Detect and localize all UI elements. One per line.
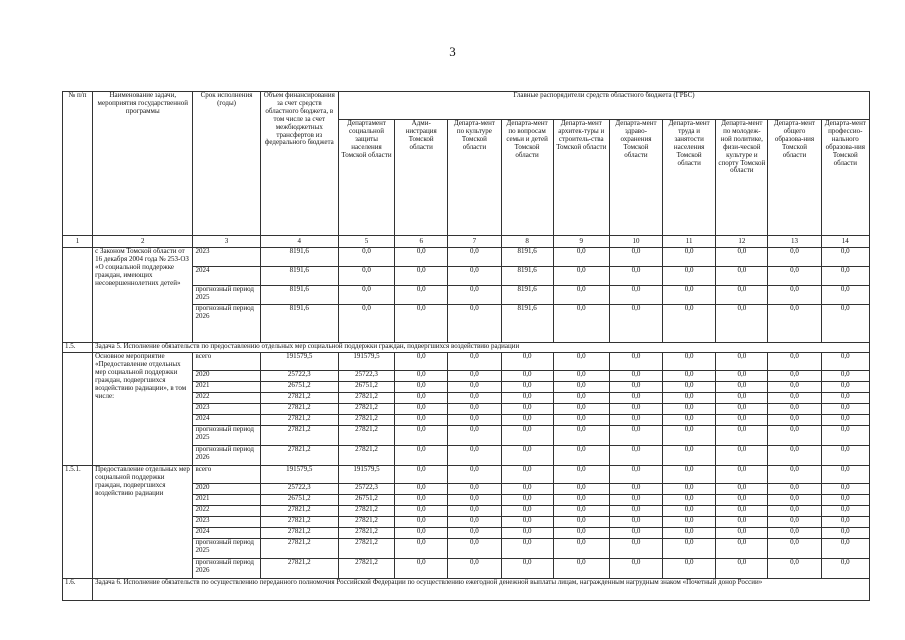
grbs-value-cell: 0,0 (395, 353, 448, 371)
section-row (63, 343, 870, 353)
measure-name: Основное мероприятие «Предоставление отдельных мер социальной поддержки граждан, подвергшихся воздействию радиации», в том числе: (93, 353, 193, 466)
grbs-value-cell: 0,0 (663, 353, 716, 371)
grbs-value-cell: 0,0 (553, 559, 609, 579)
grbs-value-cell: 0,0 (609, 404, 662, 415)
term-cell: 2024 (193, 415, 260, 426)
volume-cell: 26751,2 (260, 495, 338, 506)
grbs-value-cell: 0,0 (395, 495, 448, 506)
term-cell: 2021 (193, 495, 260, 506)
term-cell: прогнозный период 2025 (193, 539, 260, 559)
grbs-value-cell: 0,0 (609, 495, 662, 506)
header-grbs-5: Департа-мент архитек-туры и строитель-ства Томской области (553, 120, 609, 236)
header-volume: Объем финансирования за счет средств областного бюджета, в том числе за счет межбюджетных трансфертов из федерального бюджета (260, 92, 338, 236)
term-cell: 2024 (193, 267, 260, 286)
grbs-value-cell: 0,0 (553, 353, 609, 371)
term-cell: прогнозный период 2026 (193, 559, 260, 579)
grbs-value-cell: 0,0 (768, 393, 821, 404)
grbs-value-cell: 0,0 (609, 267, 662, 286)
volume-cell: 27821,2 (260, 539, 338, 559)
header-grbs-10: Департа-мент профессио-нального образова-ния Томской области (821, 120, 869, 236)
grbs-value-cell: 0,0 (501, 382, 553, 393)
table-row (63, 248, 870, 267)
grbs-value-cell: 0,0 (768, 466, 821, 484)
grbs-value-cell: 0,0 (821, 539, 869, 559)
header-grbs-8: Департа-мент по молодеж-ной политике, физи-ческой культуре и спорту Томской области (716, 120, 768, 236)
grbs-value-cell: 0,0 (448, 539, 501, 559)
grbs-value-cell: 0,0 (768, 517, 821, 528)
grbs-value-cell: 27821,2 (338, 404, 394, 415)
grbs-value-cell: 0,0 (448, 248, 501, 267)
grbs-value-cell: 0,0 (553, 539, 609, 559)
grbs-value-cell: 0,0 (501, 517, 553, 528)
grbs-value-cell: 0,0 (716, 517, 768, 528)
column-number: 10 (609, 236, 662, 248)
grbs-value-cell: 0,0 (716, 382, 768, 393)
grbs-value-cell: 0,0 (768, 446, 821, 466)
header-grbs-3: Департа-мент по культуре Томской области (448, 120, 501, 236)
grbs-value-cell: 0,0 (501, 404, 553, 415)
grbs-value-cell: 27821,2 (338, 539, 394, 559)
grbs-value-cell: 0,0 (663, 415, 716, 426)
grbs-value-cell: 0,0 (501, 415, 553, 426)
grbs-value-cell: 0,0 (395, 248, 448, 267)
grbs-value-cell: 0,0 (395, 446, 448, 466)
volume-cell: 26751,2 (260, 382, 338, 393)
grbs-value-cell: 27821,2 (338, 446, 394, 466)
grbs-value-cell: 0,0 (395, 559, 448, 579)
grbs-value-cell: 0,0 (395, 371, 448, 382)
grbs-value-cell: 0,0 (768, 484, 821, 495)
grbs-value-cell: 0,0 (553, 382, 609, 393)
grbs-value-cell: 0,0 (821, 393, 869, 404)
grbs-value-cell: 0,0 (501, 466, 553, 484)
grbs-value-cell: 27821,2 (338, 506, 394, 517)
grbs-value-cell: 0,0 (448, 559, 501, 579)
grbs-value-cell: 0,0 (609, 353, 662, 371)
column-number: 8 (501, 236, 553, 248)
grbs-value-cell: 0,0 (663, 426, 716, 446)
measure-name: Предоставление отдельных мер социальной поддержки граждан, подвергшихся воздействию радиации (93, 466, 193, 579)
column-number: 2 (93, 236, 193, 248)
volume-cell: 25722,3 (260, 371, 338, 382)
grbs-value-cell: 0,0 (821, 286, 869, 305)
grbs-value-cell: 0,0 (501, 353, 553, 371)
grbs-value-cell: 0,0 (553, 393, 609, 404)
grbs-value-cell: 0,0 (821, 426, 869, 446)
grbs-value-cell: 0,0 (501, 446, 553, 466)
grbs-value-cell: 0,0 (448, 305, 501, 343)
volume-cell: 27821,2 (260, 446, 338, 466)
grbs-value-cell: 0,0 (716, 539, 768, 559)
grbs-value-cell: 0,0 (609, 371, 662, 382)
grbs-value-cell: 191579,5 (338, 466, 394, 484)
header-grbs-9: Департа-мент общего образова-ния Томской области (768, 120, 821, 236)
grbs-value-cell: 191579,5 (338, 353, 394, 371)
grbs-value-cell: 8191,6 (501, 248, 553, 267)
table-row (63, 353, 870, 371)
grbs-value-cell: 0,0 (716, 286, 768, 305)
grbs-value-cell: 0,0 (768, 495, 821, 506)
grbs-value-cell: 0,0 (768, 539, 821, 559)
grbs-value-cell: 0,0 (501, 528, 553, 539)
grbs-value-cell: 0,0 (768, 426, 821, 446)
budget-table (62, 91, 870, 601)
grbs-value-cell: 0,0 (663, 495, 716, 506)
column-number: 14 (821, 236, 869, 248)
grbs-value-cell: 0,0 (338, 248, 394, 267)
grbs-value-cell: 0,0 (448, 286, 501, 305)
grbs-value-cell: 0,0 (716, 267, 768, 286)
grbs-value-cell: 0,0 (716, 446, 768, 466)
volume-cell: 191579,5 (260, 353, 338, 371)
grbs-value-cell: 0,0 (609, 559, 662, 579)
grbs-value-cell: 0,0 (609, 484, 662, 495)
grbs-value-cell: 0,0 (716, 404, 768, 415)
term-cell: прогнозный период 2026 (193, 305, 260, 343)
grbs-value-cell: 0,0 (821, 267, 869, 286)
volume-cell: 27821,2 (260, 506, 338, 517)
grbs-value-cell: 0,0 (663, 382, 716, 393)
grbs-value-cell: 0,0 (609, 393, 662, 404)
row-number: 1.5.1. (63, 466, 93, 579)
grbs-value-cell: 0,0 (768, 267, 821, 286)
grbs-value-cell: 27821,2 (338, 415, 394, 426)
column-number: 6 (395, 236, 448, 248)
grbs-value-cell: 0,0 (395, 517, 448, 528)
volume-cell: 27821,2 (260, 528, 338, 539)
grbs-value-cell: 0,0 (768, 382, 821, 393)
grbs-value-cell: 0,0 (395, 528, 448, 539)
grbs-value-cell: 0,0 (821, 559, 869, 579)
term-cell: 2021 (193, 382, 260, 393)
term-cell: прогнозный период 2025 (193, 286, 260, 305)
grbs-value-cell: 0,0 (821, 382, 869, 393)
grbs-value-cell: 0,0 (395, 539, 448, 559)
grbs-value-cell: 26751,2 (338, 382, 394, 393)
grbs-value-cell: 8191,6 (501, 286, 553, 305)
grbs-value-cell: 0,0 (553, 506, 609, 517)
grbs-value-cell: 0,0 (501, 371, 553, 382)
grbs-value-cell: 0,0 (768, 404, 821, 415)
grbs-value-cell: 0,0 (663, 248, 716, 267)
section-title: Задача 6. Исполнение обязательств по осуществлению переданного полномочия Российской Федерации по осуществлению ежегодной денежной выплаты лицам, награжденным нагрудным знаком «Почетный донор России» (93, 579, 870, 601)
grbs-value-cell: 0,0 (768, 506, 821, 517)
grbs-value-cell: 0,0 (716, 415, 768, 426)
grbs-value-cell: 0,0 (609, 382, 662, 393)
grbs-value-cell: 0,0 (609, 415, 662, 426)
section-number: 1.6. (63, 579, 93, 601)
grbs-value-cell: 0,0 (553, 528, 609, 539)
term-cell: 2020 (193, 484, 260, 495)
grbs-value-cell: 0,0 (716, 506, 768, 517)
grbs-value-cell: 0,0 (609, 426, 662, 446)
grbs-value-cell: 0,0 (395, 286, 448, 305)
header-term: Срок исполнения (годы) (193, 92, 260, 236)
grbs-value-cell: 0,0 (609, 248, 662, 267)
grbs-value-cell: 8191,6 (501, 267, 553, 286)
grbs-value-cell: 0,0 (716, 484, 768, 495)
grbs-value-cell: 0,0 (553, 286, 609, 305)
grbs-value-cell: 0,0 (663, 371, 716, 382)
volume-cell: 27821,2 (260, 415, 338, 426)
grbs-value-cell: 0,0 (663, 267, 716, 286)
grbs-value-cell: 0,0 (448, 517, 501, 528)
grbs-value-cell: 0,0 (609, 446, 662, 466)
table-row (63, 466, 870, 484)
grbs-value-cell: 0,0 (716, 248, 768, 267)
grbs-value-cell: 0,0 (448, 495, 501, 506)
grbs-value-cell: 0,0 (663, 466, 716, 484)
volume-cell: 27821,2 (260, 404, 338, 415)
grbs-value-cell: 0,0 (501, 559, 553, 579)
grbs-value-cell: 0,0 (448, 528, 501, 539)
grbs-value-cell: 27821,2 (338, 426, 394, 446)
grbs-value-cell: 0,0 (609, 466, 662, 484)
term-cell: всего (193, 466, 260, 484)
grbs-value-cell: 0,0 (448, 404, 501, 415)
volume-cell: 27821,2 (260, 559, 338, 579)
grbs-value-cell: 0,0 (821, 305, 869, 343)
term-cell: 2024 (193, 528, 260, 539)
grbs-value-cell: 0,0 (395, 415, 448, 426)
header-grbs-1: Департамент социальной защиты населения Томской области (338, 120, 394, 236)
grbs-value-cell: 0,0 (663, 446, 716, 466)
measure-name: с Законом Томской области от 16 декабря 2004 года № 253-ОЗ «О социальной поддержке граждан, имеющих несовершеннолетних детей» (93, 248, 193, 343)
grbs-value-cell: 0,0 (609, 517, 662, 528)
grbs-value-cell: 0,0 (821, 484, 869, 495)
grbs-value-cell: 0,0 (448, 267, 501, 286)
column-number: 3 (193, 236, 260, 248)
grbs-value-cell: 27821,2 (338, 528, 394, 539)
grbs-value-cell: 0,0 (395, 305, 448, 343)
grbs-value-cell: 0,0 (768, 305, 821, 343)
grbs-value-cell: 0,0 (338, 286, 394, 305)
grbs-value-cell: 0,0 (338, 305, 394, 343)
grbs-value-cell: 0,0 (395, 484, 448, 495)
grbs-value-cell: 0,0 (821, 404, 869, 415)
grbs-value-cell: 0,0 (501, 484, 553, 495)
grbs-value-cell: 0,0 (553, 446, 609, 466)
grbs-value-cell: 0,0 (821, 415, 869, 426)
grbs-value-cell: 0,0 (553, 495, 609, 506)
grbs-value-cell: 0,0 (821, 517, 869, 528)
grbs-value-cell: 0,0 (716, 393, 768, 404)
grbs-value-cell: 0,0 (553, 267, 609, 286)
grbs-value-cell: 0,0 (716, 466, 768, 484)
grbs-value-cell: 0,0 (716, 371, 768, 382)
grbs-value-cell: 0,0 (395, 506, 448, 517)
term-cell: 2023 (193, 517, 260, 528)
grbs-value-cell: 0,0 (821, 446, 869, 466)
grbs-value-cell: 0,0 (448, 353, 501, 371)
grbs-value-cell: 0,0 (716, 426, 768, 446)
volume-cell: 27821,2 (260, 517, 338, 528)
grbs-value-cell: 0,0 (768, 286, 821, 305)
header-grbs-title: Главные распорядители средств областного бюджета (ГРБС) (338, 92, 869, 120)
volume-cell: 27821,2 (260, 426, 338, 446)
term-cell: прогнозный период 2026 (193, 446, 260, 466)
grbs-value-cell: 0,0 (821, 506, 869, 517)
grbs-value-cell: 0,0 (768, 248, 821, 267)
grbs-value-cell: 0,0 (609, 506, 662, 517)
column-number: 12 (716, 236, 768, 248)
column-number: 1 (63, 236, 93, 248)
volume-cell: 8191,6 (260, 267, 338, 286)
header-grbs-6: Департа-мент здраво-охранения Томской области (609, 120, 662, 236)
grbs-value-cell: 0,0 (553, 371, 609, 382)
grbs-value-cell: 0,0 (609, 539, 662, 559)
column-number: 4 (260, 236, 338, 248)
grbs-value-cell: 0,0 (448, 415, 501, 426)
grbs-value-cell: 0,0 (501, 506, 553, 517)
header-grbs-7: Департа-мент труда и занятости населения Томской области (663, 120, 716, 236)
grbs-value-cell: 0,0 (448, 484, 501, 495)
grbs-value-cell: 25722,3 (338, 371, 394, 382)
grbs-value-cell: 0,0 (609, 305, 662, 343)
header-no: № п/п (63, 92, 93, 236)
grbs-value-cell: 0,0 (663, 286, 716, 305)
grbs-value-cell: 0,0 (821, 353, 869, 371)
grbs-value-cell: 0,0 (663, 559, 716, 579)
term-cell: всего (193, 353, 260, 371)
term-cell: 2023 (193, 248, 260, 267)
grbs-value-cell: 0,0 (501, 393, 553, 404)
grbs-value-cell: 0,0 (395, 382, 448, 393)
grbs-value-cell: 0,0 (768, 528, 821, 539)
grbs-value-cell: 0,0 (663, 393, 716, 404)
grbs-value-cell: 0,0 (663, 404, 716, 415)
grbs-value-cell: 0,0 (553, 404, 609, 415)
volume-cell: 25722,3 (260, 484, 338, 495)
column-number: 5 (338, 236, 394, 248)
grbs-value-cell: 0,0 (768, 415, 821, 426)
grbs-value-cell: 0,0 (338, 267, 394, 286)
volume-cell: 27821,2 (260, 393, 338, 404)
grbs-value-cell: 0,0 (663, 305, 716, 343)
grbs-value-cell: 0,0 (448, 426, 501, 446)
header-name: Наименование задачи, мероприятия государственной программы (93, 92, 193, 236)
grbs-value-cell: 0,0 (716, 528, 768, 539)
column-number: 7 (448, 236, 501, 248)
grbs-value-cell: 0,0 (501, 539, 553, 559)
section-number: 1.5. (63, 343, 93, 353)
grbs-value-cell: 0,0 (821, 248, 869, 267)
grbs-value-cell: 0,0 (821, 528, 869, 539)
grbs-value-cell: 0,0 (501, 495, 553, 506)
column-number: 11 (663, 236, 716, 248)
grbs-value-cell: 0,0 (448, 382, 501, 393)
column-number: 9 (553, 236, 609, 248)
grbs-value-cell: 27821,2 (338, 393, 394, 404)
grbs-value-cell: 0,0 (395, 404, 448, 415)
volume-cell: 8191,6 (260, 305, 338, 343)
column-number: 13 (768, 236, 821, 248)
section-title: Задача 5. Исполнение обязательств по предоставлению отдельных мер социальной поддержки граждан, подвергшихся воздействию радиации (93, 343, 870, 353)
grbs-value-cell: 0,0 (553, 248, 609, 267)
volume-cell: 191579,5 (260, 466, 338, 484)
grbs-value-cell: 0,0 (716, 305, 768, 343)
grbs-value-cell: 0,0 (821, 466, 869, 484)
volume-cell: 8191,6 (260, 248, 338, 267)
term-cell: 2020 (193, 371, 260, 382)
grbs-value-cell: 0,0 (553, 466, 609, 484)
grbs-value-cell: 0,0 (821, 495, 869, 506)
section-row (63, 579, 870, 601)
grbs-value-cell: 0,0 (395, 393, 448, 404)
grbs-value-cell: 0,0 (663, 539, 716, 559)
grbs-value-cell: 0,0 (663, 484, 716, 495)
term-cell: прогнозный период 2025 (193, 426, 260, 446)
grbs-value-cell: 0,0 (821, 371, 869, 382)
grbs-value-cell: 0,0 (395, 466, 448, 484)
volume-cell: 8191,6 (260, 286, 338, 305)
grbs-value-cell: 0,0 (395, 267, 448, 286)
grbs-value-cell: 0,0 (501, 426, 553, 446)
grbs-value-cell: 27821,2 (338, 559, 394, 579)
grbs-value-cell: 0,0 (768, 559, 821, 579)
grbs-value-cell: 0,0 (553, 484, 609, 495)
grbs-value-cell: 0,0 (553, 426, 609, 446)
grbs-value-cell: 0,0 (395, 426, 448, 446)
grbs-value-cell: 0,0 (448, 393, 501, 404)
row-number (63, 353, 93, 466)
term-cell: 2022 (193, 506, 260, 517)
grbs-value-cell: 0,0 (609, 286, 662, 305)
grbs-value-cell: 0,0 (768, 371, 821, 382)
grbs-value-cell: 0,0 (716, 559, 768, 579)
grbs-value-cell: 0,0 (553, 415, 609, 426)
grbs-value-cell: 0,0 (553, 305, 609, 343)
grbs-value-cell: 0,0 (716, 353, 768, 371)
grbs-value-cell: 0,0 (448, 506, 501, 517)
term-cell: 2022 (193, 393, 260, 404)
row-number (63, 248, 93, 343)
grbs-value-cell: 0,0 (448, 446, 501, 466)
grbs-value-cell: 0,0 (716, 495, 768, 506)
term-cell: 2023 (193, 404, 260, 415)
grbs-value-cell: 8191,6 (501, 305, 553, 343)
grbs-value-cell: 0,0 (609, 528, 662, 539)
page-number: 3 (449, 44, 456, 59)
grbs-value-cell: 0,0 (663, 517, 716, 528)
grbs-value-cell: 0,0 (448, 371, 501, 382)
grbs-value-cell: 0,0 (663, 528, 716, 539)
grbs-value-cell: 0,0 (448, 466, 501, 484)
header-grbs-4: Департа-мент по вопросам семьи и детей Томской области (501, 120, 553, 236)
grbs-value-cell: 25722,3 (338, 484, 394, 495)
header-grbs-2: Адми-нистрация Томской области (395, 120, 448, 236)
grbs-value-cell: 0,0 (768, 353, 821, 371)
grbs-value-cell: 26751,2 (338, 495, 394, 506)
grbs-value-cell: 0,0 (553, 517, 609, 528)
grbs-value-cell: 0,0 (663, 506, 716, 517)
grbs-value-cell: 27821,2 (338, 517, 394, 528)
